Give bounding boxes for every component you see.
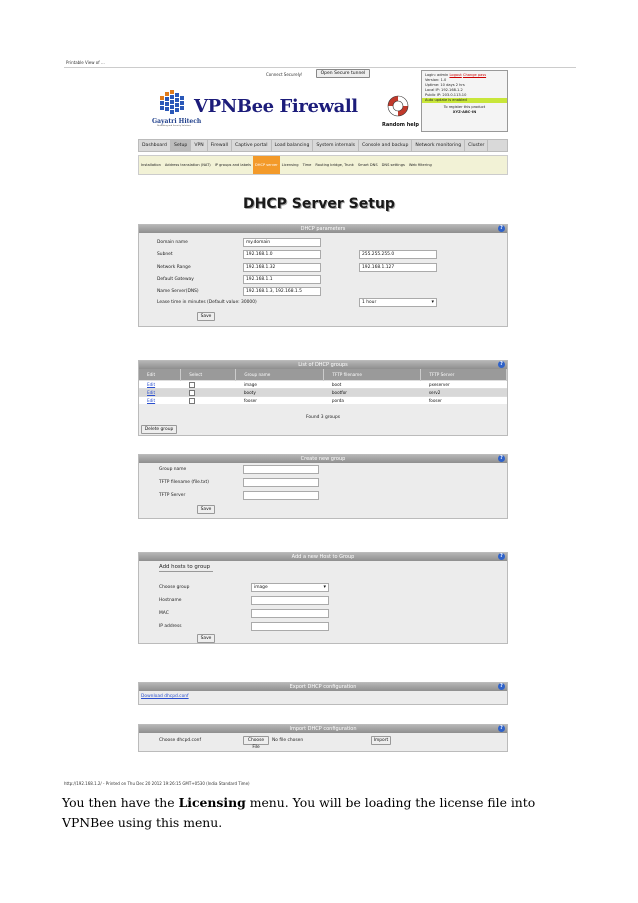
register-code: XYZ-ABC-IN <box>452 110 477 114</box>
menu-system-internals[interactable]: System internals <box>313 140 359 151</box>
panel-title: Create new group <box>300 456 346 462</box>
name-server-input[interactable]: 192.168.1.3, 192.168.1.5 <box>243 287 321 296</box>
menu-firewall[interactable]: Firewall <box>208 140 232 151</box>
tftp-filename-input[interactable] <box>243 478 319 487</box>
export-panel <box>138 682 508 705</box>
table-row <box>139 396 507 404</box>
mac-label: MAC <box>159 611 169 616</box>
tftp-server-cell: serv2 <box>421 388 507 396</box>
panel-title: DHCP parameters <box>300 226 346 232</box>
save-dhcp-button[interactable]: Save <box>197 312 215 321</box>
menu-cluster[interactable]: Cluster <box>465 140 488 151</box>
local-ip-text: Local IP: 192.168.1.2 <box>425 88 463 92</box>
select-checkbox[interactable] <box>189 382 195 388</box>
register-label: To register this product <box>443 105 486 109</box>
netmask-input[interactable]: 255.255.255.0 <box>359 250 437 259</box>
choose-config-label: Choose dhcpd.conf <box>159 738 201 743</box>
domain-name-label: Domain name <box>157 240 188 245</box>
public-ip-text: Public IP: 203.0.113.10 <box>425 93 467 97</box>
auto-update-text: Auto update is enabled <box>422 98 507 103</box>
groups-found-text: Found 3 groups <box>305 415 341 420</box>
table-row <box>139 380 507 388</box>
product-title: VPNBee Firewall <box>194 96 358 117</box>
lifebuoy-icon[interactable] <box>386 94 410 118</box>
app-banner <box>138 68 508 138</box>
table-row <box>139 388 507 396</box>
menu-network-monitoring[interactable]: Network monitoring <box>412 140 465 151</box>
help-icon[interactable]: ? <box>498 455 505 462</box>
subnet-input[interactable]: 192.168.1.0 <box>243 250 321 259</box>
delete-group-button[interactable]: Delete group <box>141 425 177 434</box>
network-range-label: Network Range <box>157 265 191 270</box>
col-group-name: Group name <box>236 369 324 380</box>
random-help-link[interactable]: Random help <box>382 122 419 128</box>
uptime-text: Uptime: 10 days 2 hrs <box>425 83 465 87</box>
col-edit: Edit <box>139 369 181 380</box>
group-name-input[interactable] <box>243 465 319 474</box>
logo-subtitle: Netwoking and Security Solutions <box>157 125 191 127</box>
group-name-label: Group name <box>159 467 187 472</box>
body-text-end: menu. You will be loading the license file into VPNBee using this menu. <box>62 795 536 830</box>
document-header: Printable View of ... <box>66 60 105 65</box>
login-text: Login: admin <box>425 73 449 77</box>
menu-console-backup[interactable]: Console and backup <box>359 140 412 151</box>
help-icon[interactable]: ? <box>498 725 505 732</box>
menu-setup[interactable]: Setup <box>171 140 191 151</box>
submenu-routing[interactable]: Routing bridge, Trunk <box>315 163 354 167</box>
change-pass-link[interactable]: Change pass <box>462 73 487 77</box>
logo-text: Gayatri Hitech <box>152 118 202 125</box>
submenu-time[interactable]: Time <box>302 163 312 167</box>
menu-vpn[interactable]: VPN <box>191 140 207 151</box>
submenu-dhcp-server[interactable]: DHCP server <box>253 156 280 174</box>
setup-submenu <box>138 155 508 175</box>
lease-time-label: Lease time in minutes (Default value: 30000) <box>157 300 257 305</box>
ip-address-label: IP address <box>159 624 182 629</box>
subnet-label: Subnet <box>157 252 173 257</box>
dhcp-parameters-panel <box>138 224 508 327</box>
help-icon[interactable]: ? <box>498 553 505 560</box>
groups-table <box>139 369 507 404</box>
menu-captive-portal[interactable]: Captive portal <box>232 140 272 151</box>
panel-title: Import DHCP configuration <box>289 726 357 732</box>
tftp-file-cell: porda <box>324 396 421 404</box>
hostname-input[interactable] <box>251 596 329 605</box>
choose-group-select[interactable]: image ▾ <box>251 583 329 592</box>
col-tftp-filename: TFTP filename <box>324 369 421 380</box>
hostname-label: Hostname <box>159 598 182 603</box>
company-logo <box>152 88 202 130</box>
help-icon[interactable]: ? <box>498 361 505 368</box>
submenu-dns-settings[interactable]: DNS settings <box>381 163 405 167</box>
logo-grid-icon <box>158 88 186 116</box>
tftp-file-cell: bootfor <box>324 388 421 396</box>
tftp-server-label: TFTP Server <box>159 493 186 498</box>
body-text-start: You then have the <box>62 795 179 810</box>
default-gateway-label: Default Gateway <box>157 277 194 282</box>
domain-name-input[interactable]: my.domain <box>243 238 321 247</box>
panel-title: Add a new Host to Group <box>291 554 355 560</box>
panel-title: Export DHCP configuration <box>289 684 357 690</box>
open-secure-tunnel-button[interactable]: Open Secure tunnel <box>316 69 370 78</box>
tftp-server-cell: pxeserver <box>421 380 507 388</box>
edit-link[interactable]: Edit <box>147 397 156 403</box>
tftp-filename-label: TFTP filename (file.txt) <box>159 480 209 485</box>
help-icon[interactable]: ? <box>498 225 505 232</box>
range-end-input[interactable]: 192.168.1.127 <box>359 263 437 272</box>
menu-dashboard[interactable]: Dashboard <box>139 140 171 151</box>
save-host-button[interactable]: Save <box>197 634 215 643</box>
licensing-bold-text: Licensing <box>178 795 246 810</box>
page-title: DHCP Server Setup <box>243 196 395 212</box>
tftp-server-input[interactable] <box>243 491 319 500</box>
ip-address-input[interactable] <box>251 622 329 631</box>
submenu-ip-groups[interactable]: IP groups and labels <box>214 163 251 167</box>
choose-file-button[interactable]: Choose File <box>243 736 269 745</box>
select-checkbox[interactable] <box>189 398 195 404</box>
edit-link[interactable]: Edit <box>147 389 156 395</box>
print-timestamp: http://192.168.1.2/ - Printed on Thu Dec 20 2012 19:26:15 GMT+0530 (India Standard Time) <box>64 781 250 786</box>
dhcp-groups-panel <box>138 360 508 436</box>
no-file-text: No file chosen <box>272 738 304 743</box>
version-text: Version: 1.0 <box>425 78 447 82</box>
group-name-cell: image <box>236 380 324 388</box>
create-group-panel <box>138 454 508 519</box>
status-box <box>421 70 508 132</box>
menu-load-balancing[interactable]: Load balancing <box>272 140 314 151</box>
tftp-server-cell: fooser <box>421 396 507 404</box>
main-menu <box>138 139 508 152</box>
add-hosts-subtitle: Add hosts to group <box>159 564 213 572</box>
lease-time-select[interactable]: 1 hour ▾ <box>359 298 437 307</box>
panel-title: List of DHCP groups <box>298 362 348 368</box>
submenu-licensing[interactable]: Licensing <box>281 163 299 167</box>
help-icon[interactable]: ? <box>498 683 505 690</box>
logout-link[interactable]: Logout <box>449 73 462 77</box>
body-paragraph <box>62 793 572 833</box>
import-panel <box>138 724 508 752</box>
group-name-cell: booty <box>236 388 324 396</box>
name-server-label: Name Server(DNS) <box>157 289 199 294</box>
submenu-installation[interactable]: Installation <box>141 163 161 167</box>
add-host-panel <box>138 552 508 644</box>
choose-group-label: Choose group <box>159 585 190 590</box>
submenu-nat[interactable]: Address translation (NAT) <box>164 163 211 167</box>
save-group-button[interactable]: Save <box>197 505 215 514</box>
default-gateway-input[interactable]: 192.168.1.1 <box>243 275 321 284</box>
col-select: Select <box>181 369 236 380</box>
download-config-link[interactable]: Download dhcpd.conf <box>141 694 189 699</box>
submenu-web-filtering[interactable]: Web filtering <box>408 163 432 167</box>
select-checkbox[interactable] <box>189 390 195 396</box>
submenu-smart-dns[interactable]: Smart DNS <box>357 163 378 167</box>
mac-input[interactable] <box>251 609 329 618</box>
secure-label: Connect Securely! <box>266 72 303 77</box>
import-button[interactable]: Import <box>371 736 391 745</box>
tftp-file-cell: boot <box>324 380 421 388</box>
edit-link[interactable]: Edit <box>147 381 156 387</box>
range-start-input[interactable]: 192.168.1.32 <box>243 263 321 272</box>
col-tftp-server: TFTP Server <box>421 369 507 380</box>
group-name-cell: fooser <box>236 396 324 404</box>
